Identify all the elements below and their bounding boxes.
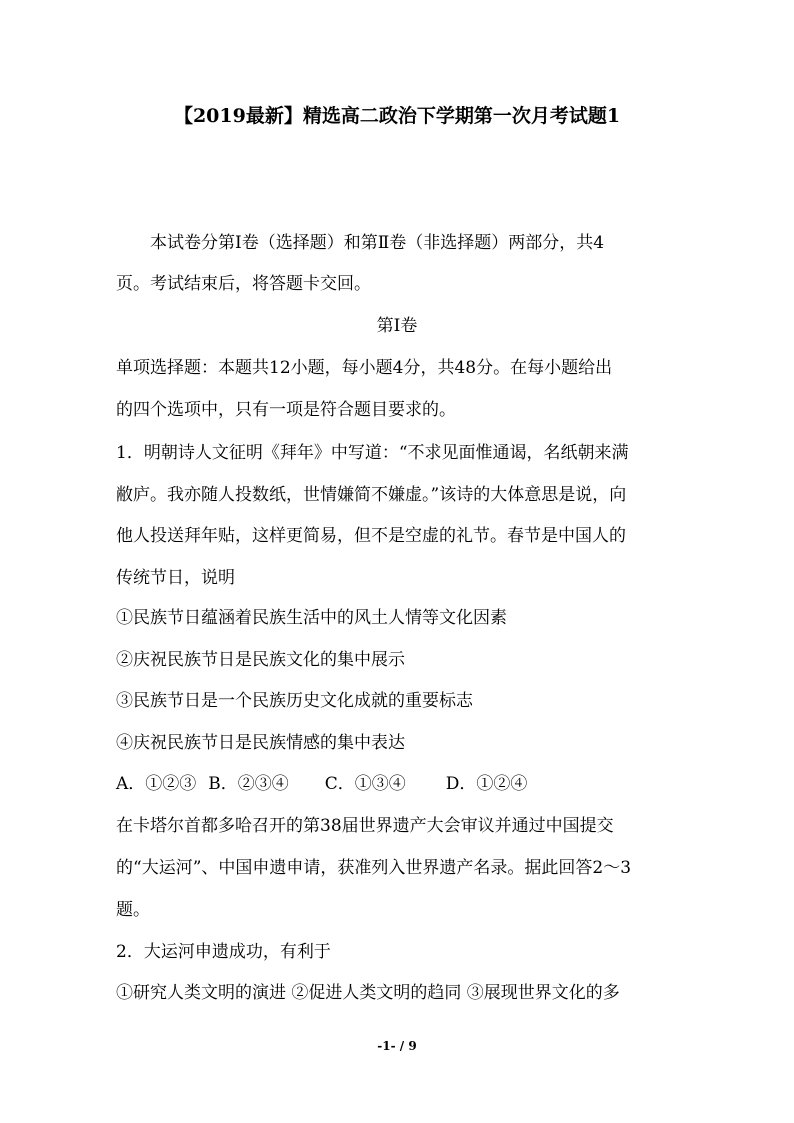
question1-statement-4: ④庆祝民族节日是民族情感的集中表达	[116, 733, 405, 753]
question1-statement-1: ①民族节日蕴涵着民族生活中的风土人情等文化因素	[116, 608, 507, 628]
page-number: -1- / 9	[377, 1039, 417, 1053]
question2-statements: ①研究人类文明的演进 ②促进人类文明的趋同 ③展现世界文化的多	[116, 983, 620, 1003]
instructions-line-2: 的四个选项中，只有一项是符合题目要求的。	[116, 400, 456, 420]
option-c: C．①③④	[324, 774, 406, 794]
option-b: B．②③④	[208, 774, 289, 794]
question1-statement-2: ②庆祝民族节日是民族文化的集中展示	[116, 650, 405, 670]
option-a: A．①②③	[116, 774, 197, 794]
question1-options	[116, 772, 527, 796]
question1-stem-line-4: 传统节日，说明	[116, 568, 235, 588]
question1-stem-line-1: 1．明朝诗人文征明《拜年》中写道：“不求见面惟通谒，名纸朝来满	[116, 443, 629, 463]
question1-statement-3: ③民族节日是一个民族历史文化成就的重要标志	[116, 691, 473, 711]
intro-line-1: 本试卷分第Ⅰ卷（选择题）和第Ⅱ卷（非选择题）两部分，共4	[150, 233, 605, 253]
passage-line-2: 的“大运河”、中国申遗申请，获准列入世界遗产名录。据此回答2～3	[116, 858, 632, 878]
question1-stem-line-3: 他人投送拜年贴，这样更简易，但不是空虚的礼节。春节是中国人的	[116, 526, 626, 546]
option-d: D．①②④	[445, 774, 528, 794]
section-heading: 第Ⅰ卷	[376, 316, 418, 336]
passage-line-1: 在卡塔尔首都多哈召开的第38届世界遗产大会审议并通过中国提交	[116, 816, 614, 836]
passage-line-3: 题。	[116, 900, 150, 920]
document-title: 【2019最新】精选高二政治下学期第一次月考试题1	[173, 105, 621, 127]
question2-stem: 2．大运河申遗成功，有利于	[116, 942, 331, 962]
instructions-line-1: 单项选择题：本题共12小题，每小题4分，共48分。在每小题给出	[116, 358, 613, 378]
intro-line-2: 页。考试结束后，将答题卡交回。	[116, 274, 371, 294]
question1-stem-line-2: 敝庐。我亦随人投数纸，世情嫌简不嫌虚。”该诗的大体意思是说，向	[116, 485, 627, 505]
